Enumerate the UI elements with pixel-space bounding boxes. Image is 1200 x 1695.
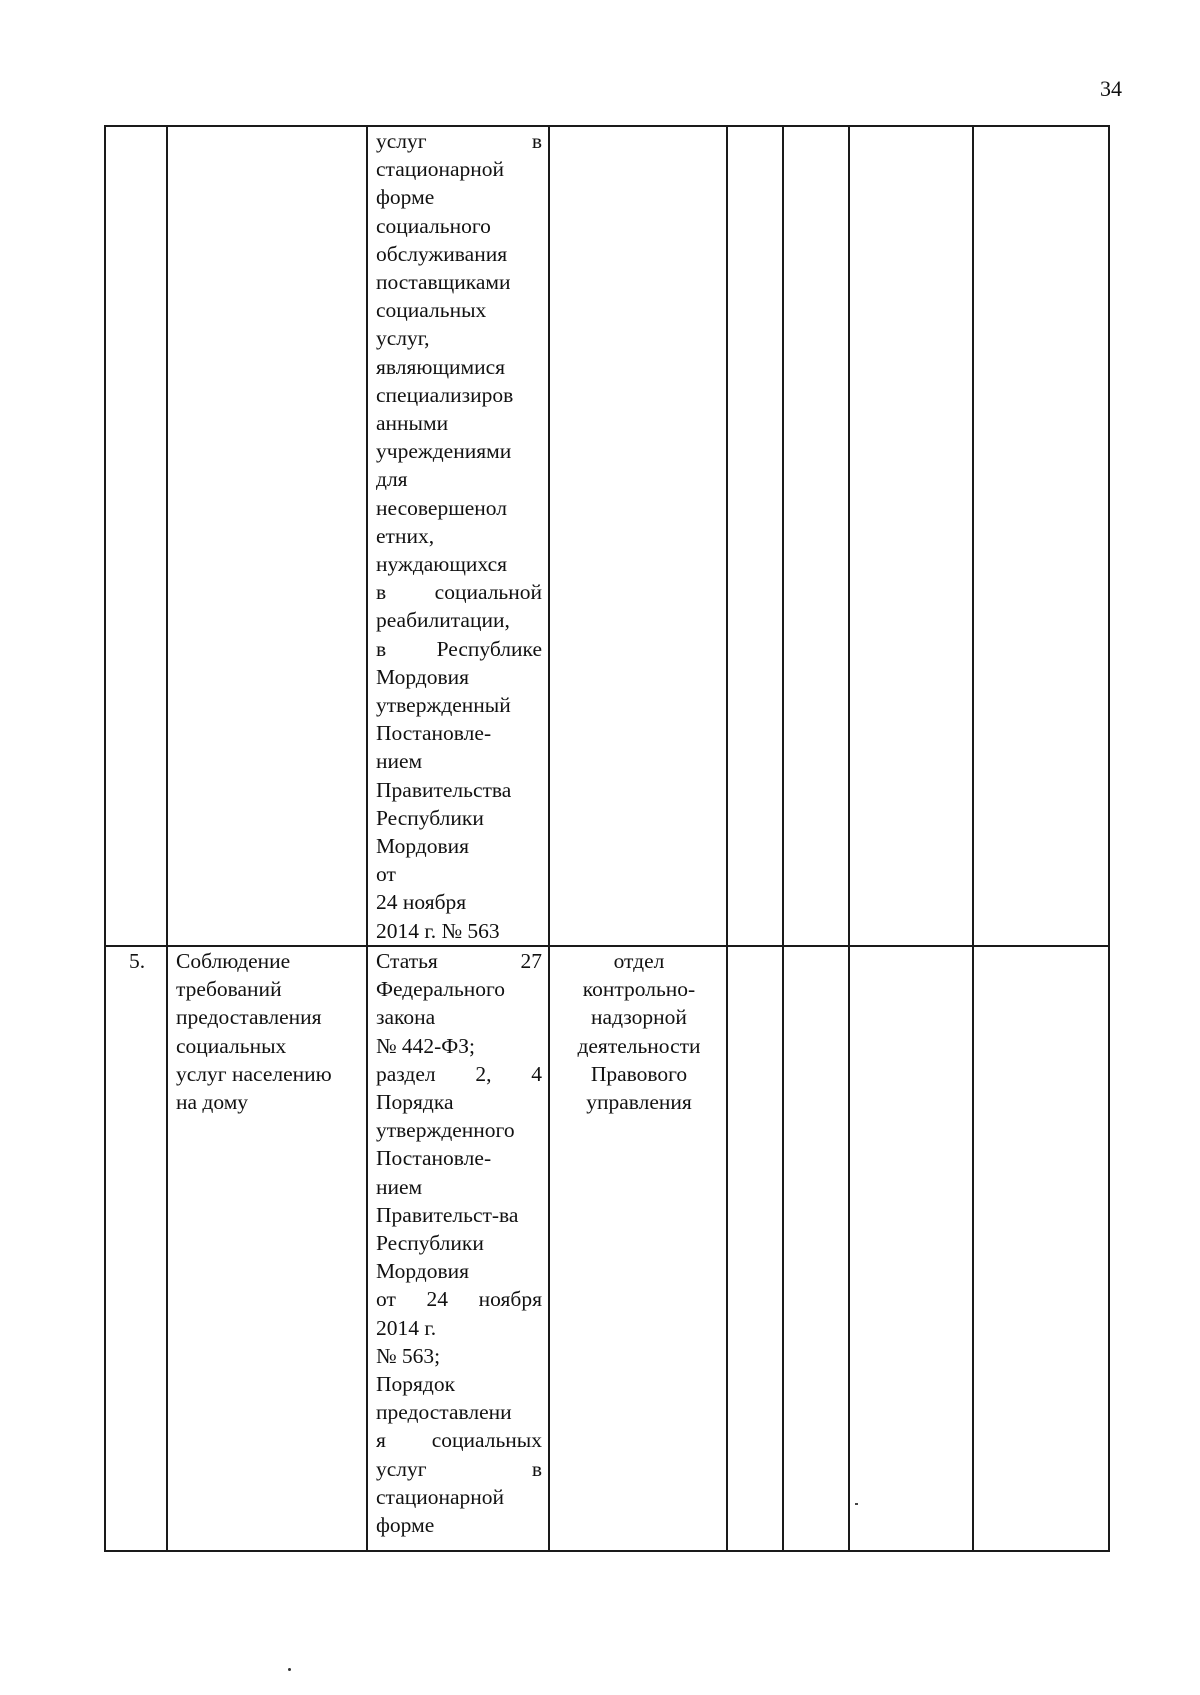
requirement-name-line: на дому [176,1089,249,1114]
legal-basis-line: Мордовия [376,664,470,689]
legal-basis-line: Республики [376,1230,484,1255]
legal-basis-line: социального [376,213,491,238]
page-number: 34 [1100,76,1122,101]
empty-cell [973,126,1109,946]
legal-basis-line: утвержденного [376,1118,515,1143]
responsible-unit-cell [549,946,727,1551]
responsible-unit-line: контрольно- [582,977,696,1002]
legal-basis-line: Мордовия [376,834,470,859]
legal-basis-line: услуг в [376,129,542,153]
legal-basis-cell [367,946,549,1551]
legal-basis-line: стационарной [376,1484,505,1509]
legal-basis-line: я социальных [376,1428,542,1453]
legal-basis-line: Порядок [376,1371,456,1396]
table-row [105,126,1109,946]
legal-basis-line: нием [376,1174,423,1199]
legal-basis-line: Правительства [376,777,512,802]
legal-basis-line: Республики [376,805,484,830]
legal-basis-line: поставщиками [376,270,511,295]
legal-basis-line: Постановле- [376,1146,492,1171]
legal-basis-line: № 442-ФЗ; [376,1033,476,1058]
requirement-name-line: Соблюдение [176,948,291,973]
empty-cell [849,126,973,946]
legal-basis-line: нием [376,749,423,774]
legal-basis-line: социальных [376,298,487,323]
legal-basis-line: № 563; [376,1343,441,1368]
plan-table [104,125,1110,1552]
legal-basis-line: реабилитации, [376,608,510,633]
legal-basis-line: для [376,467,408,492]
scan-speck [855,1503,858,1505]
legal-basis-line: анными [376,411,449,436]
empty-cell [783,126,849,946]
legal-basis-line: утвержденный [376,693,511,718]
legal-basis-line: Статья 27 [376,948,542,973]
requirement-name-line: требований [176,977,282,1002]
legal-basis-line: форме [376,185,435,210]
legal-basis-line: Постановле- [376,721,492,746]
responsible-unit-cell [549,126,727,946]
requirement-name-line: предоставления [176,1005,322,1030]
responsible-unit-line: Правового [590,1061,688,1086]
legal-basis-line: в Республике [376,636,542,661]
legal-basis-line: форме [376,1512,435,1537]
empty-cell [727,126,783,946]
legal-basis-line: от [376,862,396,887]
legal-basis-line: от 24 ноября [376,1287,542,1312]
legal-basis-line: 24 ноября [376,890,467,915]
responsible-unit-line: управления [586,1089,692,1114]
legal-basis-line: услуг в [376,1456,542,1481]
legal-basis-line: раздел 2, 4 [376,1061,542,1086]
responsible-unit-line: отдел [613,948,665,973]
legal-basis-line: Порядка [376,1089,454,1114]
responsible-unit-line: деятельности [577,1033,701,1058]
requirement-name-cell [167,946,367,1551]
empty-cell [783,946,849,1551]
legal-basis-line: являющимися [376,354,506,379]
legal-basis-line: Правительст-ва [376,1202,519,1227]
legal-basis-cell [367,126,549,946]
legal-basis-line: в социальной [376,580,542,605]
legal-basis-line: нуждающихся [376,552,507,577]
legal-basis-line: 2014 г. № 563 [376,918,500,943]
responsible-unit-line: надзорной [591,1005,687,1030]
legal-basis-line: етних, [376,523,435,548]
requirement-name-cell [167,126,367,946]
row-number-cell: 5. [105,946,167,1551]
empty-cell [727,946,783,1551]
legal-basis-line: обслуживания [376,241,508,266]
legal-basis-line: несовершенол [376,495,507,520]
empty-cell [849,946,973,1551]
scan-speck [288,1668,291,1671]
empty-cell [973,946,1109,1551]
legal-basis-line: Федерального [376,977,506,1002]
legal-basis-line: предоставлени [376,1400,512,1425]
legal-basis-line: учреждениями [376,439,512,464]
legal-basis-line: закона [376,1005,436,1030]
legal-basis-line: стационарной [376,157,505,182]
legal-basis-line: специализиров [376,382,514,407]
row-number-cell [105,126,167,946]
legal-basis-line: услуг, [376,326,430,351]
legal-basis-line: Мордовия [376,1259,470,1284]
requirement-name-line: социальных [176,1033,287,1058]
legal-basis-line: 2014 г. [376,1315,437,1340]
table-row [105,946,1109,1551]
requirement-name-line: услуг населению [176,1061,332,1086]
